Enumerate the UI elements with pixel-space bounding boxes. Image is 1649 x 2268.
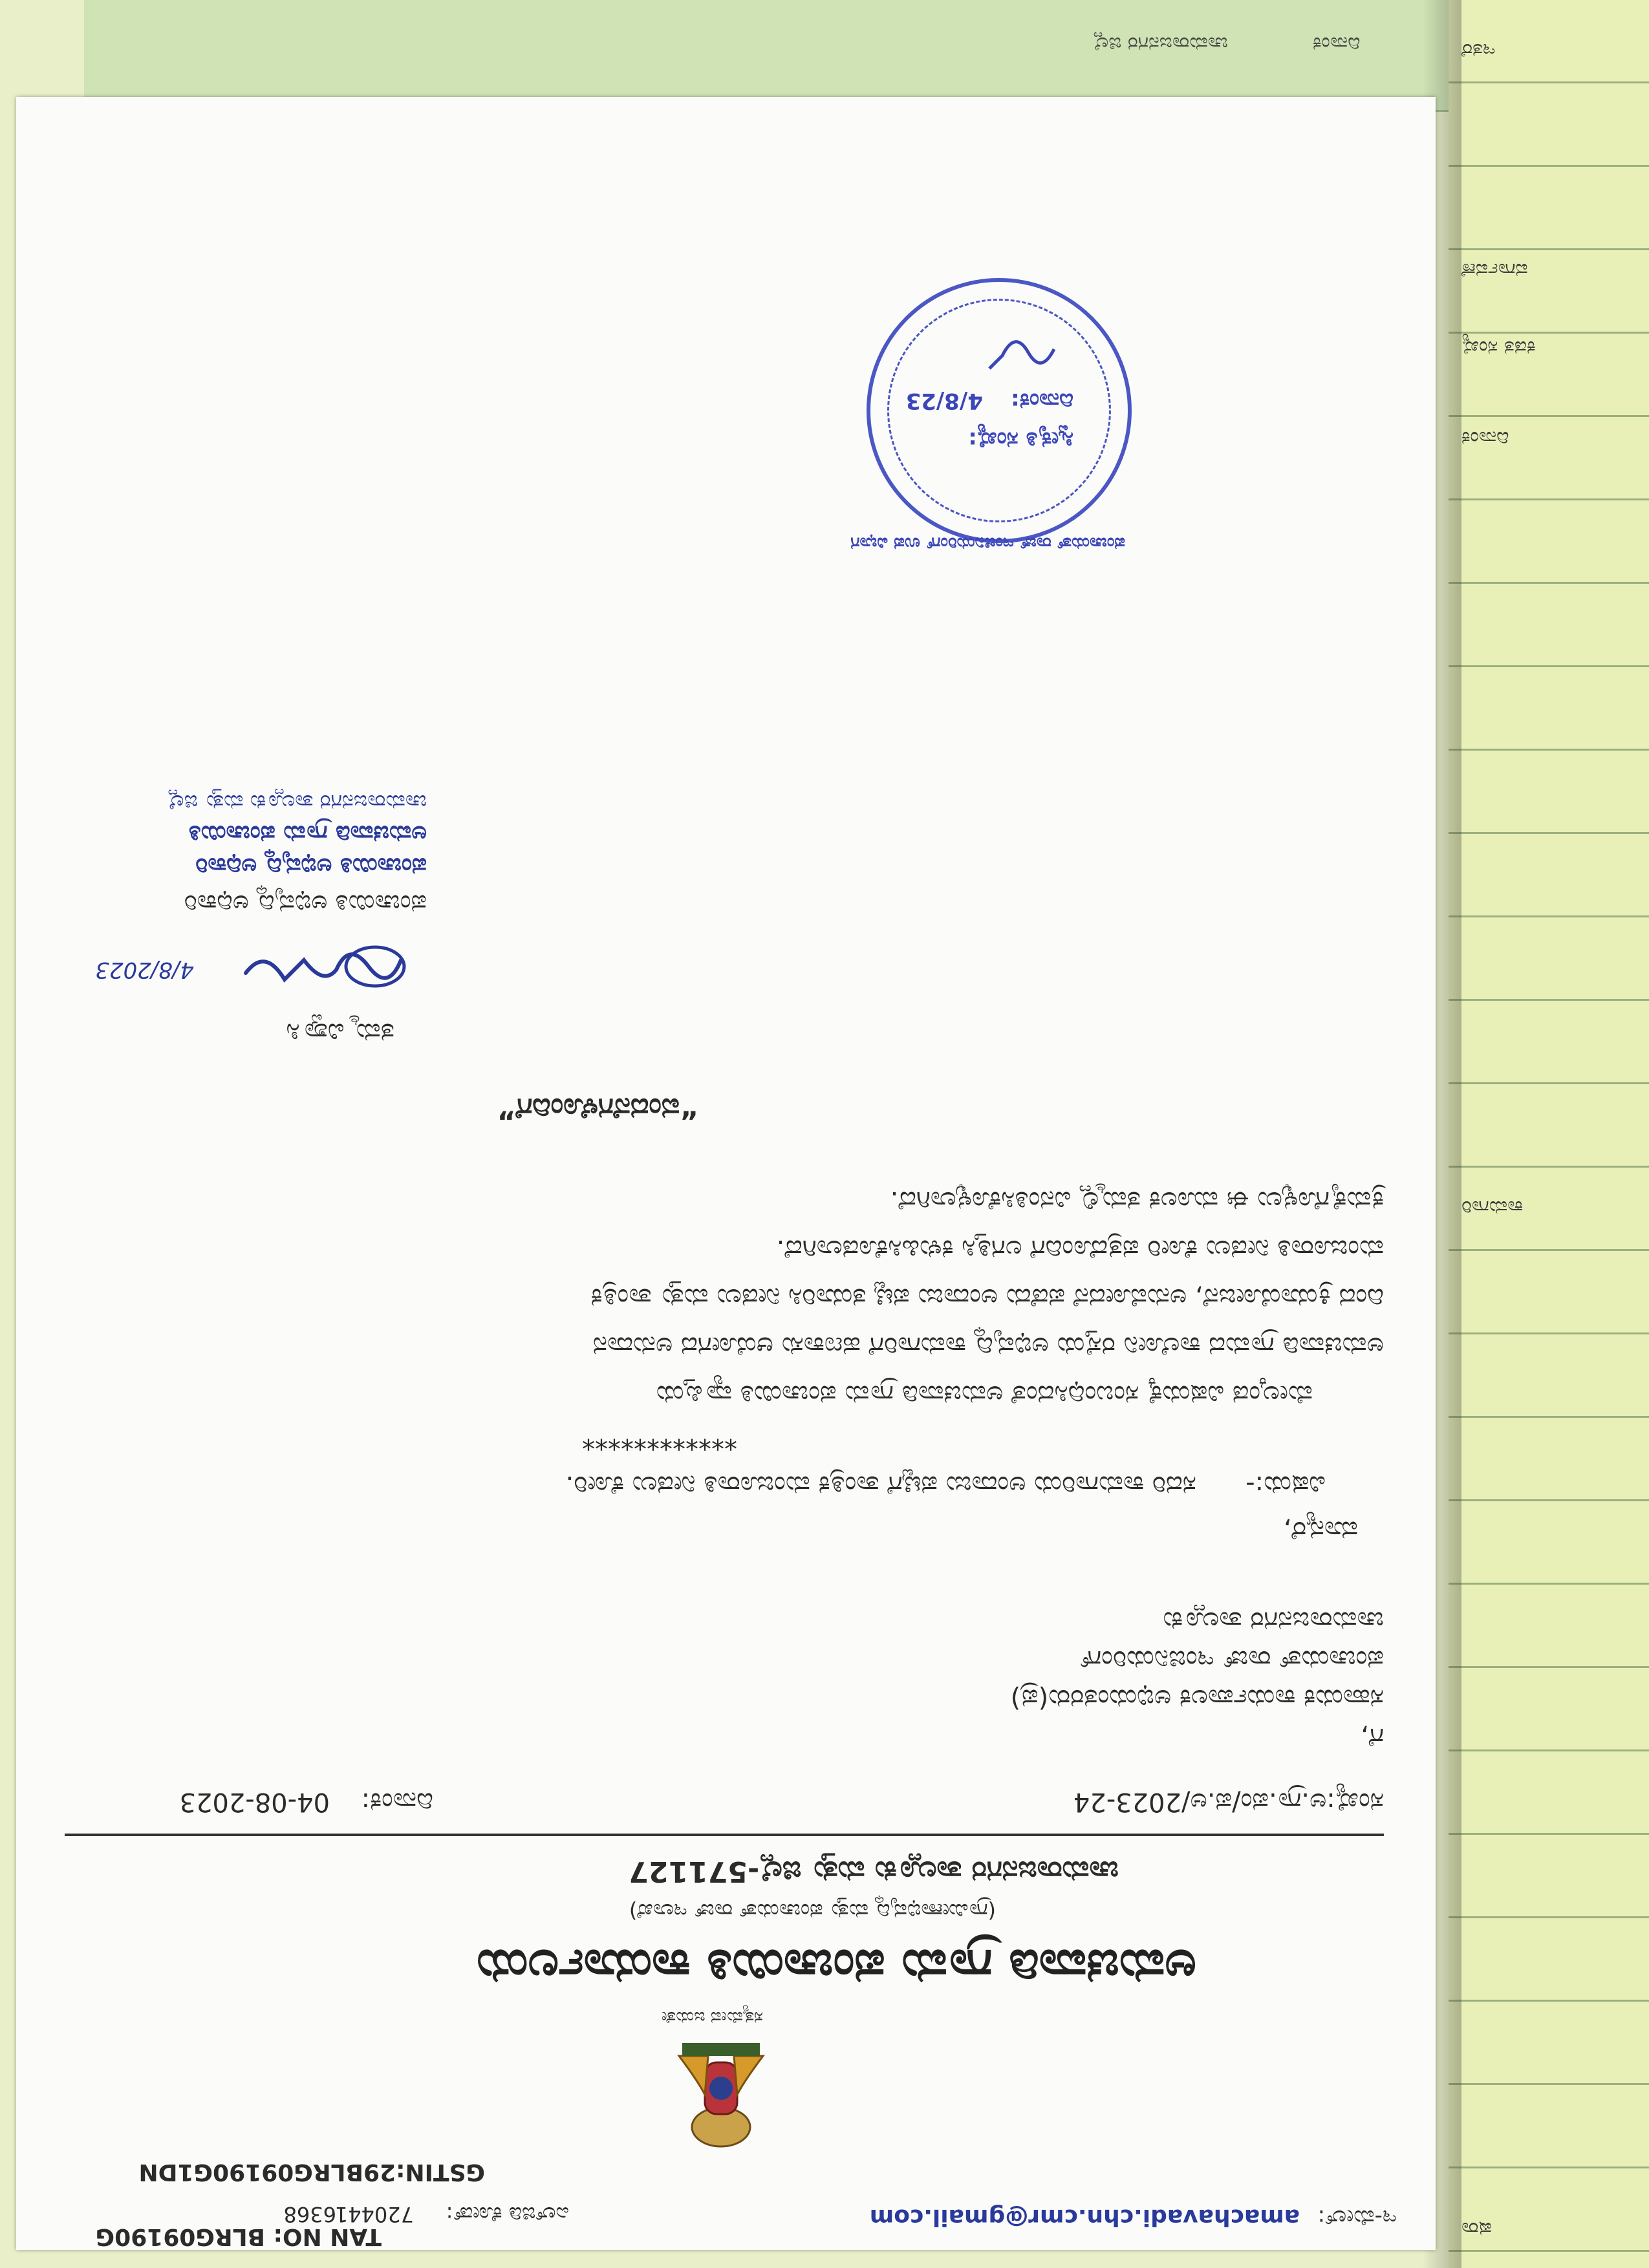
folder-line: ದಿನಾಂಕ	[1461, 427, 1509, 449]
signature-icon	[181, 928, 414, 1005]
email-address: amachavadi.chn.cmr@gmail.com	[869, 2204, 1300, 2231]
lgd-code: 720441	[334, 2202, 414, 2227]
emblem-motto: ಸತ್ಯಮೇವ ಜಯತೇ	[661, 2007, 763, 2027]
folder-top-note: ಚಾಮರಾಜನಗರ ಜಿಲ್ಲೆ	[1093, 32, 1228, 55]
phone-number: 6368	[283, 2202, 336, 2227]
reference-number: ಸಂಖ್ಯೆ:ಅ.ಗ್ರಾ.ಪಂ/ಪ.ಅ/2023-24	[1073, 1787, 1384, 1817]
lgd-label: ಎಲ್‌ಜಿಡಿ ಕೋಡ್:	[446, 2202, 569, 2227]
office-address: ಚಾಮರಾಜನಗರ ತಾಲ್ಲೂಕು ಮತ್ತು ಜಿಲ್ಲೆ-571127	[629, 1855, 1119, 1888]
letter-page	[16, 97, 1436, 2250]
body-line: ದಿಂದ ಕ್ರಿಯಾಯೋಜನೆ, ಅನುಮೋದನೆ ಪಡೆದು ಅಂದಾಜು ಪಟ್ಟಿ ತಯಾರಿಸಿ ನೀಡಲು ಮತ್ತು ತಾಂತ್ರಿಕ	[590, 1283, 1384, 1312]
stamp-date: 4/8/23	[905, 388, 983, 414]
gstin: GSTIN:29BLRG09190G1DN	[138, 2159, 485, 2185]
separator-stars: ************	[582, 1425, 737, 1455]
to-line: ಪಂಚಾಯತ್‌ ರಾಜ್ ಇಂಜಿನಿಯರಿಂಗ್	[1079, 1645, 1384, 1674]
stamp-date-label: ದಿನಾಂಕ:	[1011, 388, 1073, 414]
folder-top-strip	[84, 0, 1474, 112]
folder-line: ಷರಾ	[1461, 2218, 1492, 2240]
office-name: ಅಮಚವಾಡಿ ಗ್ರಾಮ ಪಂಚಾಯಿತಿ ಕಾರ್ಯಾಲಯ	[477, 1939, 1196, 1995]
date-label: ದಿನಾಂಕ:	[361, 1787, 433, 1817]
subject-label: ವಿಷಯ:-	[1245, 1470, 1326, 1500]
salutation: ಮಾನ್ಯರೆ,	[1283, 1515, 1358, 1545]
yours-faithfully: ತಮ್ಮ ವಿಶ್ವಾಸಿ	[286, 1018, 394, 1047]
header-divider	[65, 1834, 1384, 1836]
signature-date: 4/8/2023	[95, 957, 194, 983]
signatory-title: ಪಂಚಾಯಿತಿ ಅಭಿವೃದ್ಧಿ ಅಧಿಕಾರಿ	[184, 890, 427, 918]
to-label: ಗೆ,	[1361, 1722, 1384, 1752]
folder-line: ಇತರೆ	[1461, 39, 1496, 61]
body-line: ಮಂಜೂರಾತಿ ನೀಡಲು ಕೋರಿ ಪತ್ರದೊಂದಿಗೆ ಲಗತ್ತಿಸಿ ಕಳುಹಿಸಿಕೊಡಲಾಗಿದೆ.	[776, 1234, 1384, 1264]
stamp-outer-text: ಪಂಚಾಯತ್ ರಾಜ್ ಇಂಜಿನಿಯರಿಂಗ್ ಉಪ ವಿಭಾಗ	[850, 533, 1125, 553]
email-label: ಇ-ಮೇಲ್:	[1317, 2205, 1397, 2231]
seal-line: ಅಮಚವಾಡಿ ಗ್ರಾಮ ಪಂಚಾಯಿತಿ	[188, 820, 427, 847]
subject-text: ಸದರಿ ಕಾಮಗಾರಿಯ ಅಂದಾಜು ಪಟ್ಟಿಗೆ ತಾಂತ್ರಿಕ ಮಂಜೂರಾತಿ ನೀಡಲು ಕೋರಿ.	[565, 1470, 1196, 1500]
seal-line: ಪಂಚಾಯಿತಿ ಅಭಿವೃದ್ಧಿ ಅಧಿಕಾರಿ	[195, 853, 427, 879]
tan-number: TAN NO: BLRG09190G	[95, 2223, 382, 2250]
body-line: ಅಮಚವಾಡಿ ಗ್ರಾಮದ ಕಾಲೋನಿ ರಸ್ತೆಯ ಅಭಿವೃದ್ಧಿ ಕಾಮಗಾರಿಗೆ ಹಣಕಾಸು ಆಯೋಗದ ಅನುದಾನ	[592, 1331, 1384, 1361]
letter-content	[16, 97, 1436, 2250]
stamp-initials-icon	[983, 330, 1061, 381]
folder-line: ಕಡತ ಸಂಖ್ಯೆ	[1461, 336, 1536, 359]
seal-line: ಚಾಮರಾಜನಗರ ತಾಲ್ಲೂಕು ಮತ್ತು ಜಿಲ್ಲೆ	[167, 790, 427, 815]
body-line: ಮೇಲ್ಕಂಡ ವಿಷಯಕ್ಕೆ ಸಂಬಂಧಿಸಿದಂತೆ ಅಮಚವಾಡಿ ಗ್ರಾಮ ಪಂಚಾಯಿತಿ ವ್ಯಾಪ್ತಿಯ	[656, 1380, 1313, 1409]
folder-right-panel	[1449, 0, 1649, 2268]
office-subtitle: (ಗ್ರಾಮೀಣಾಭಿವೃದ್ಧಿ ಮತ್ತು ಪಂಚಾಯತ್ ರಾಜ್ ಇಲಾಖೆ)	[629, 1899, 996, 1923]
folder-top-label: ದಿನಾಂಕ	[1313, 32, 1361, 55]
to-line: ಚಾಮರಾಜನಗರ ತಾಲ್ಲೂಕು	[1163, 1606, 1384, 1636]
letter-date: 04-08-2023	[179, 1787, 330, 1817]
to-line: ಸಹಾಯಕ ಕಾರ್ಯಪಾಲಕ ಅಭಿಯಂತರರು(ಪ್ರ)	[1010, 1684, 1384, 1713]
stamp-received-label: ಸ್ವೀಕೃತಿ ಸಂಖ್ಯೆ:	[968, 427, 1073, 453]
closing: “ವಂದನೆಗಳೊಂದಿಗೆ”	[497, 1092, 698, 1125]
folder-line: ವರ್ಗಾವಣೆ	[1461, 259, 1528, 281]
folder-line: ಕಾಮಗಾರಿ	[1461, 1196, 1524, 1219]
state-emblem-icon	[673, 2030, 770, 2153]
body-line: ಕ್ರಮಕೈಗೊಳ್ಳಲು ಈ ಮೂಲಕ ತಮ್ಮಲ್ಲಿ ವಿನಂತಿಸಿಕೊಳ್ಳಲಾಗಿದೆ.	[890, 1186, 1384, 1215]
